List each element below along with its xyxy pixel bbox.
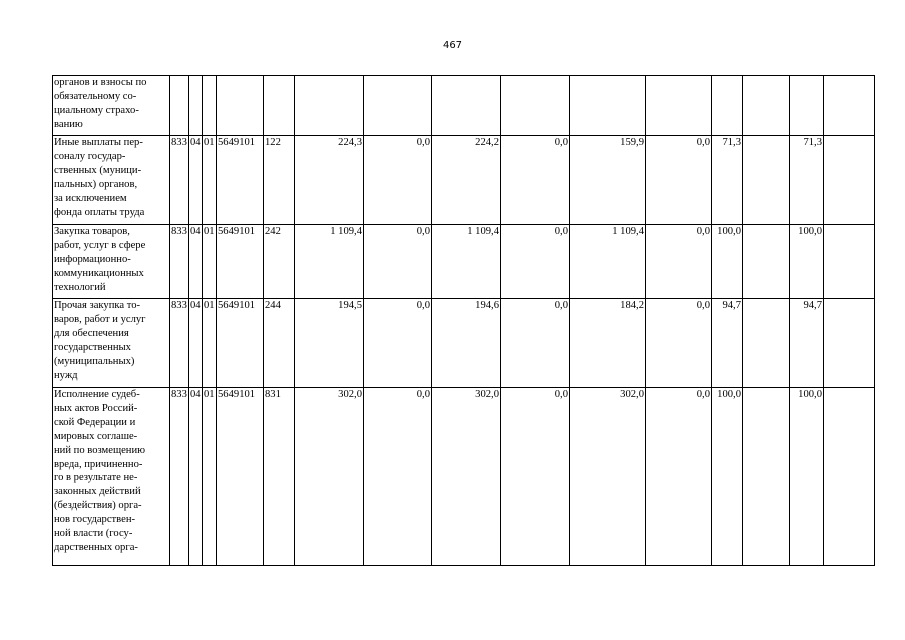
empty-cell [824, 299, 875, 388]
row-name-line: Прочая закупка то- [54, 300, 141, 311]
row-name-line: коммуникационных [54, 267, 144, 279]
budget-table [52, 75, 875, 566]
code-cell: 831 [264, 388, 295, 566]
value-cell: 0,0 [501, 136, 570, 225]
value-cell [646, 76, 712, 136]
value-cell: 0,0 [646, 299, 712, 388]
value-cell [570, 76, 646, 136]
value-cell [364, 76, 432, 136]
value-cell: 302,0 [570, 388, 646, 566]
row-name-line: вреда, причиненно- [54, 458, 143, 470]
row-name-cell [53, 388, 170, 566]
row-name-line: варов, работ и услуг [54, 313, 146, 325]
value-cell: 184,2 [570, 299, 646, 388]
value-cell [743, 225, 790, 299]
value-cell: 302,0 [295, 388, 364, 566]
row-name-line: (бездействия) орга- [54, 500, 142, 512]
code-cell [264, 76, 295, 136]
value-cell [743, 388, 790, 566]
row-name-line: фонда оплаты труда [54, 206, 145, 218]
value-cell: 0,0 [501, 388, 570, 566]
value-cell: 1 109,4 [570, 225, 646, 299]
table-row [53, 225, 875, 299]
code-cell [170, 76, 189, 136]
value-cell: 302,0 [432, 388, 501, 566]
value-cell: 0,0 [646, 388, 712, 566]
code-cell: 5649101 [217, 225, 264, 299]
value-cell [743, 136, 790, 225]
code-cell: 833 [170, 225, 189, 299]
code-cell: 01 [203, 225, 217, 299]
value-cell [501, 76, 570, 136]
row-name-line: мировых соглаше- [54, 430, 138, 442]
value-cell: 194,5 [295, 299, 364, 388]
empty-cell [824, 225, 875, 299]
row-name-line: технологий [54, 281, 106, 293]
value-cell: 100,0 [712, 388, 743, 566]
value-cell: 0,0 [501, 225, 570, 299]
row-name-line: Исполнение судеб- [54, 389, 140, 400]
row-name-line: соналу государ- [54, 150, 126, 162]
code-cell: 833 [170, 299, 189, 388]
code-cell: 5649101 [217, 299, 264, 388]
value-cell: 71,3 [712, 136, 743, 225]
row-name-line: Иные выплаты пер- [54, 137, 143, 148]
empty-cell [824, 136, 875, 225]
value-cell: 0,0 [646, 136, 712, 225]
row-name-line: обязательному со- [54, 90, 137, 102]
code-cell: 01 [203, 136, 217, 225]
code-cell: 01 [203, 299, 217, 388]
code-cell: 5649101 [217, 388, 264, 566]
code-cell: 04 [189, 299, 203, 388]
code-cell: 5649101 [217, 136, 264, 225]
row-name-line: нов государствен- [54, 514, 136, 526]
value-cell: 100,0 [790, 388, 824, 566]
code-cell: 122 [264, 136, 295, 225]
row-name-line: ной власти (госу- [54, 528, 133, 540]
table-row [53, 136, 875, 225]
row-name-line: ской Федерации и [54, 416, 136, 428]
value-cell: 0,0 [364, 225, 432, 299]
value-cell: 100,0 [712, 225, 743, 299]
row-name-line: ванию [54, 118, 83, 130]
value-cell [712, 76, 743, 136]
value-cell [295, 76, 364, 136]
row-name-line: циальному страхо- [54, 104, 139, 116]
code-cell: 04 [189, 136, 203, 225]
row-name-cell [53, 136, 170, 225]
value-cell: 1 109,4 [295, 225, 364, 299]
value-cell [743, 299, 790, 388]
row-name-line: го в результате не- [54, 472, 138, 484]
value-cell: 94,7 [790, 299, 824, 388]
table-row [53, 388, 875, 566]
value-cell: 94,7 [712, 299, 743, 388]
code-cell: 244 [264, 299, 295, 388]
value-cell [743, 76, 790, 136]
row-name-line: дарственных орга- [54, 541, 138, 553]
page-number: 467 [442, 40, 463, 51]
code-cell: 04 [189, 225, 203, 299]
value-cell: 194,6 [432, 299, 501, 388]
row-name-line: государственных [54, 341, 131, 353]
value-cell: 224,3 [295, 136, 364, 225]
row-name-cell [53, 76, 170, 136]
value-cell: 159,9 [570, 136, 646, 225]
code-cell [217, 76, 264, 136]
row-name-line: нужд [54, 369, 78, 381]
row-name-line: для обеспечения [54, 327, 129, 339]
row-name-line: (муниципальных) [54, 355, 135, 367]
value-cell: 71,3 [790, 136, 824, 225]
row-name-line: информационно- [54, 253, 131, 265]
value-cell: 0,0 [364, 299, 432, 388]
code-cell [189, 76, 203, 136]
row-name-line: законных действий [54, 486, 141, 498]
value-cell: 0,0 [364, 136, 432, 225]
empty-cell [824, 388, 875, 566]
row-name-line: ний по возмещению [54, 444, 146, 456]
code-cell: 833 [170, 388, 189, 566]
code-cell: 833 [170, 136, 189, 225]
value-cell: 100,0 [790, 225, 824, 299]
value-cell: 0,0 [364, 388, 432, 566]
empty-cell [824, 76, 875, 136]
code-cell: 242 [264, 225, 295, 299]
code-cell: 04 [189, 388, 203, 566]
table-row [53, 299, 875, 388]
value-cell: 0,0 [501, 299, 570, 388]
row-name-line: Закупка товаров, [54, 226, 130, 237]
row-name-line: за исключением [54, 192, 127, 204]
row-name-line: ных актов Россий- [54, 402, 138, 414]
row-name-cell [53, 299, 170, 388]
row-name-cell [53, 225, 170, 299]
table-row [53, 76, 875, 136]
row-name-line: органов и взносы по [54, 77, 147, 88]
value-cell: 1 109,4 [432, 225, 501, 299]
code-cell: 01 [203, 388, 217, 566]
value-cell [790, 76, 824, 136]
value-cell: 0,0 [646, 225, 712, 299]
value-cell [432, 76, 501, 136]
value-cell: 224,2 [432, 136, 501, 225]
row-name-line: работ, услуг в сфере [54, 239, 146, 251]
row-name-line: пальных) органов, [54, 178, 138, 190]
code-cell [203, 76, 217, 136]
row-name-line: ственных (муници- [54, 164, 142, 176]
